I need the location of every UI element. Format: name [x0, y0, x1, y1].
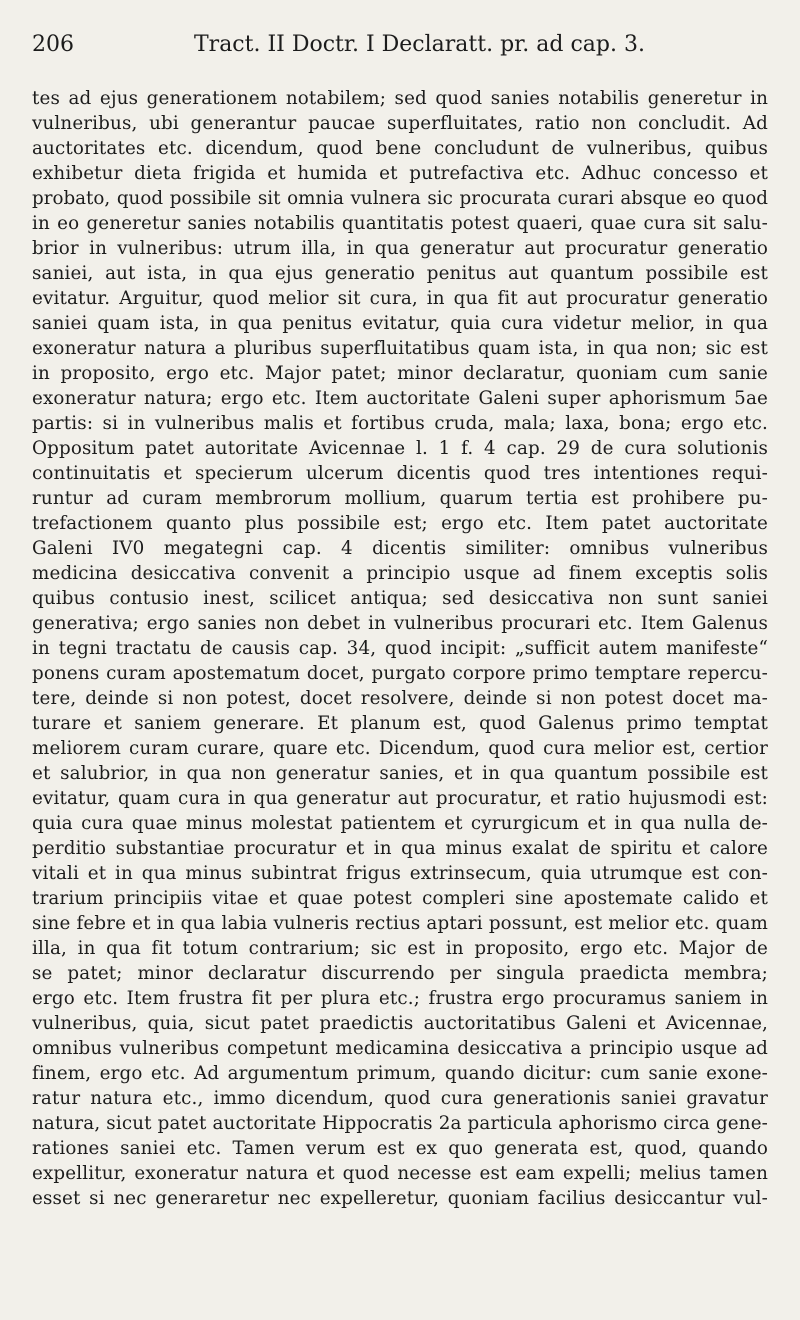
text-line: runtur ad curam membrorum mollium, quarum tertia est prohibere pu- — [32, 488, 768, 509]
text-line: Oppositum patet autoritate Avicennae l. 1 f. 4 cap. 29 de cura solutionis — [32, 438, 768, 459]
text-line: meliorem curam curare, quare etc. Dicendum, quod cura melior est, certior — [32, 738, 768, 759]
body-text — [32, 86, 768, 1211]
text-line: ratur natura etc., immo dicendum, quod cura generationis saniei gravatur — [32, 1088, 768, 1109]
text-line: omnibus vulneribus competunt medicamina desiccativa a principio usque ad — [32, 1038, 768, 1059]
running-head: Tract. II Doctr. I Declaratt. pr. ad cap. 3. — [194, 32, 645, 57]
text-line: exoneratur natura a pluribus superfluitatibus quam ista, in qua non; sic est — [32, 338, 768, 359]
text-line: illa, in qua fit totum contrarium; sic est in proposito, ergo etc. Major de — [32, 938, 768, 959]
text-line: trarium principiis vitae et quae potest compleri sine apostemate calido et — [32, 888, 768, 909]
text-line: evitatur. Arguitur, quod melior sit cura, in qua fit aut procuratur generatio — [32, 288, 768, 309]
text-line: turare et saniem generare. Et planum est, quod Galenus primo temptat — [32, 713, 768, 734]
text-line: partis: si in vulneribus malis et fortibus cruda, mala; laxa, bona; ergo etc. — [32, 413, 768, 434]
text-line: saniei quam ista, in qua penitus evitatur, quia cura videtur melior, in qua — [32, 313, 768, 334]
text-line: quibus contusio inest, scilicet antiqua; sed desiccativa non sunt saniei — [32, 588, 768, 609]
text-line: se patet; minor declaratur discurrendo per singula praedicta membra; — [32, 963, 768, 984]
page-number: 206 — [32, 32, 74, 57]
text-line: perditio substantiae procuratur et in qua minus exalat de spiritu et calore — [32, 838, 768, 859]
text-line: vitali et in qua minus subintrat frigus extrinsecum, quia utrumque est con- — [32, 863, 768, 884]
text-line: medicina desiccativa convenit a principio usque ad finem exceptis solis — [32, 563, 768, 584]
text-line: expellitur, exoneratur natura et quod necesse est eam expelli; melius tamen — [32, 1163, 768, 1184]
text-line: in eo generetur sanies notabilis quantitatis potest quaeri, quae cura sit salu- — [32, 213, 768, 234]
text-line: rationes saniei etc. Tamen verum est ex quo generata est, quod, quando — [32, 1138, 768, 1159]
text-line: brior in vulneribus: utrum illa, in qua generatur aut procuratur generatio — [32, 238, 768, 259]
text-line: saniei, aut ista, in qua ejus generatio penitus aut quantum possibile est — [32, 263, 768, 284]
text-line: tere, deinde si non potest, docet resolvere, deinde si non potest docet ma- — [32, 688, 768, 709]
text-line: ponens curam apostematum docet, purgato corpore primo temptare repercu- — [32, 663, 768, 684]
text-line: sine febre et in qua labia vulneris rectius aptari possunt, est melior etc. quam — [32, 913, 768, 934]
text-line: esset si nec generaretur nec expelleretur, quoniam facilius desiccantur vul- — [32, 1188, 768, 1209]
text-line: Galeni IV0 megategni cap. 4 dicentis similiter: omnibus vulneribus — [32, 538, 768, 559]
text-line: ergo etc. Item frustra fit per plura etc.; frustra ergo procuramus saniem in — [32, 988, 768, 1009]
text-line: continuitatis et specierum ulcerum dicentis quod tres intentiones requi- — [32, 463, 768, 484]
text-line: vulneribus, ubi generantur paucae superfluitates, ratio non concludit. Ad — [32, 113, 768, 134]
text-line: exhibetur dieta frigida et humida et putrefactiva etc. Adhuc concesso et — [32, 163, 768, 184]
text-line: probato, quod possibile sit omnia vulnera sic procurata curari absque eo quod — [32, 188, 768, 209]
text-line: quia cura quae minus molestat patientem et cyrurgicum et in qua nulla de- — [32, 813, 768, 834]
text-line: exoneratur natura; ergo etc. Item auctoritate Galeni super aphorismum 5ae — [32, 388, 768, 409]
text-line: finem, ergo etc. Ad argumentum primum, quando dicitur: cum sanie exone- — [32, 1063, 768, 1084]
text-line: tes ad ejus generationem notabilem; sed quod sanies notabilis generetur in — [32, 88, 768, 109]
page-header — [32, 32, 772, 62]
text-line: et salubrior, in qua non generatur sanies, et in qua quantum possibile est — [32, 763, 768, 784]
text-line: evitatur, quam cura in qua generatur aut procuratur, et ratio hujusmodi est: — [32, 788, 768, 809]
text-line: natura, sicut patet auctoritate Hippocratis 2a particula aphorismo circa gene- — [32, 1113, 768, 1134]
text-line: auctoritates etc. dicendum, quod bene concludunt de vulneribus, quibus — [32, 138, 768, 159]
text-line: in proposito, ergo etc. Major patet; minor declaratur, quoniam cum sanie — [32, 363, 768, 384]
text-line: generativa; ergo sanies non debet in vulneribus procurari etc. Item Galenus — [32, 613, 768, 634]
text-line: in tegni tractatu de causis cap. 34, quod incipit: „sufficit autem manifeste“ — [32, 638, 768, 659]
text-line: vulneribus, quia, sicut patet praedictis auctoritatibus Galeni et Avicennae, — [32, 1013, 768, 1034]
text-line: trefactionem quanto plus possibile est; ergo etc. Item patet auctoritate — [32, 513, 768, 534]
